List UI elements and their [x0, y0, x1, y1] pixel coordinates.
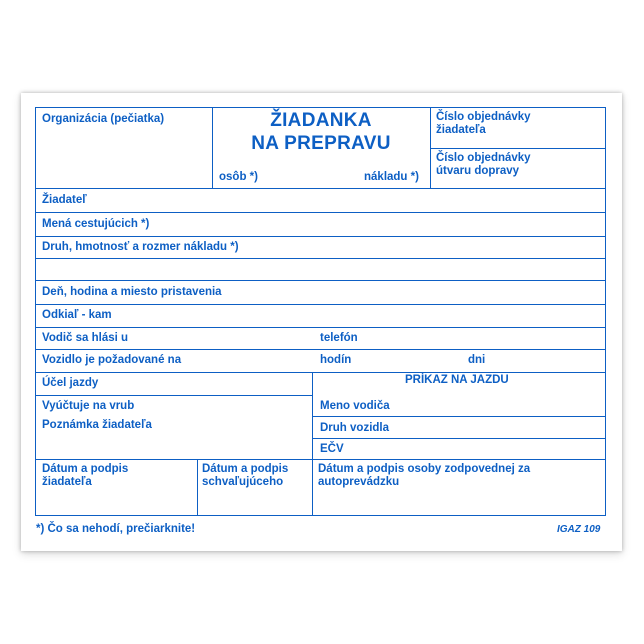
plate-label: EČV: [320, 443, 344, 455]
form-sheet: [21, 93, 622, 551]
order-number-transport-label: Číslo objednávky útvaru dopravy: [436, 152, 531, 178]
lower-divider: [312, 372, 313, 515]
vehicle-required-label: Vozidlo je požadované na: [42, 354, 182, 366]
persons-label: osôb *): [219, 171, 258, 183]
right-row-line: [312, 416, 605, 417]
transport-request-form: [35, 107, 606, 516]
header-right-split: [430, 148, 606, 149]
day-time-place-label: Deň, hodina a miesto pristavenia: [42, 286, 222, 298]
form-title-line1: ŽIADANKA: [270, 110, 372, 131]
left-row-line: [36, 395, 312, 396]
row-line: [36, 304, 605, 305]
driver-reports-label: Vodič sa hlási u: [42, 332, 129, 344]
footnote: *) Čo sa nehodí, prečiarknite!: [36, 523, 196, 535]
phone-label: telefón: [320, 332, 358, 344]
row-line: [36, 212, 605, 213]
row-line: [36, 327, 605, 328]
right-row-line: [312, 438, 605, 439]
form-code: IGAZ 109: [557, 524, 601, 535]
drive-order-heading: PRÍKAZ NA JAZDU: [405, 374, 509, 386]
days-label: dni: [468, 354, 486, 366]
trip-purpose-label: Účel jazdy: [42, 377, 99, 389]
from-to-label: Odkiaľ - kam: [42, 309, 112, 321]
row-line: [36, 280, 605, 281]
row-line: [36, 258, 605, 259]
requester-note-label: Poznámka žiadateľa: [42, 419, 152, 431]
signature-transport-label: Dátum a podpis osoby zodpovednej za autoprevádzku: [318, 463, 531, 489]
form-title: [216, 110, 426, 156]
signature-approver-label: Dátum a podpis schvaľujúceho: [202, 463, 289, 489]
row-line: [36, 188, 605, 189]
signature-row-line: [36, 459, 605, 460]
vehicle-type-label: Druh vozidla: [320, 422, 390, 434]
organization-label: Organizácia (pečiatka): [42, 113, 165, 125]
hours-label: hodín: [320, 354, 352, 366]
form-title-line2: NA PREPRAVU: [251, 132, 391, 154]
order-number-requester-label: Číslo objednávky žiadateľa: [436, 111, 531, 137]
passenger-names-label: Mená cestujúcich *): [42, 218, 150, 230]
billing-label: Vyúčtuje na vrub: [42, 400, 135, 412]
requester-label: Žiadateľ: [42, 194, 87, 206]
row-line: [36, 349, 605, 350]
signature-requester-label: Dátum a podpis žiadateľa: [42, 463, 129, 489]
signature-divider: [197, 459, 198, 515]
cargo-label: nákladu *): [364, 171, 419, 183]
row-line: [36, 372, 605, 373]
row-line: [36, 236, 605, 237]
driver-name-label: Meno vodiča: [320, 400, 390, 412]
cargo-type-label: Druh, hmotnosť a rozmer nákladu *): [42, 241, 239, 253]
header-divider-left: [212, 108, 213, 189]
